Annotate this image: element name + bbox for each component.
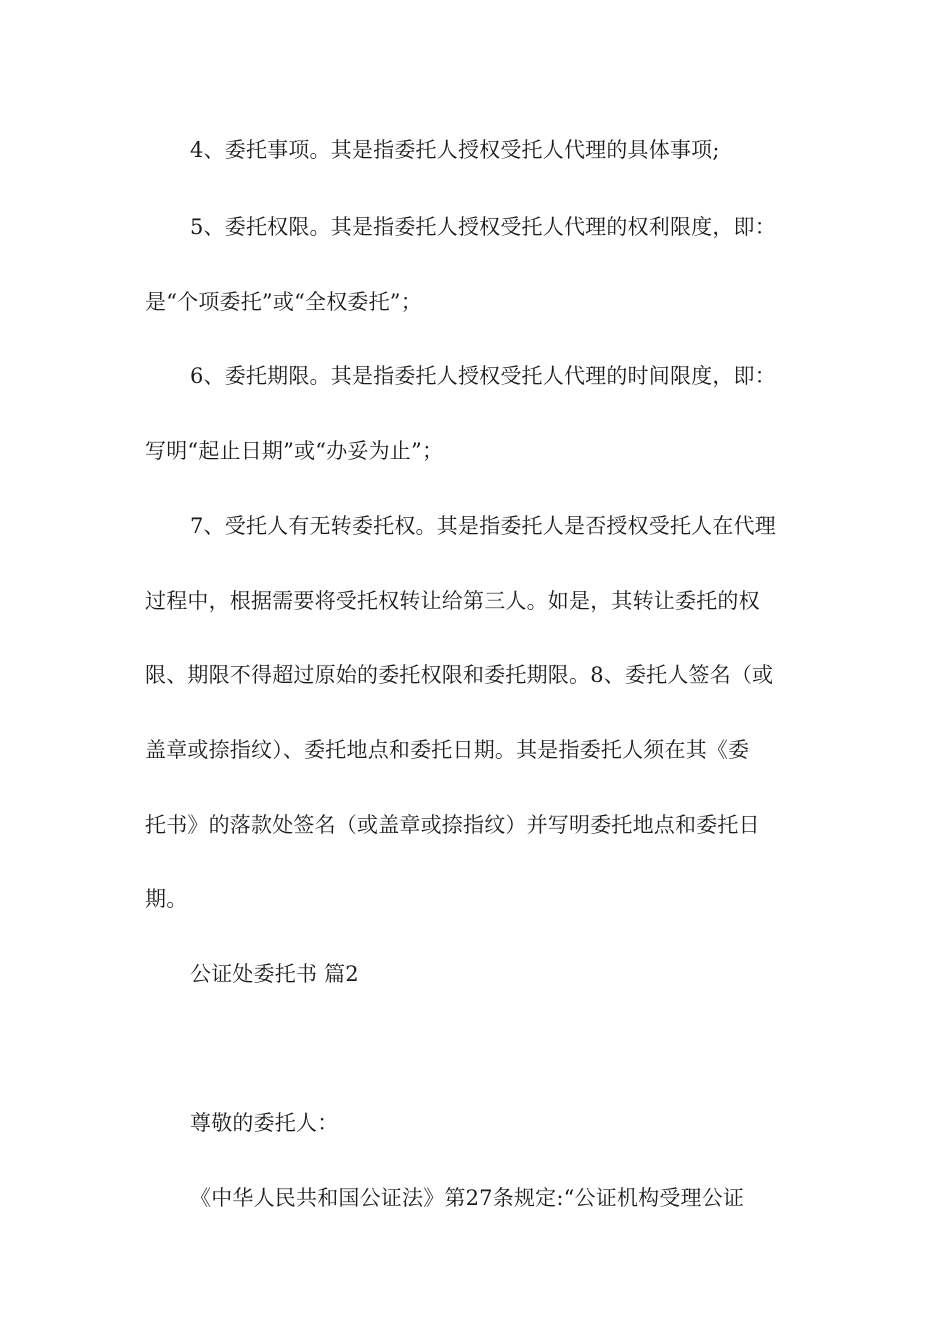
paragraph-item-4: 4、委托事项。其是指委托人授权受托人代理的具体事项;: [190, 138, 720, 162]
paragraph-item-8-line-3: 托书》的落款处签名（或盖章或捺指纹）并写明委托地点和委托日: [145, 813, 760, 837]
paragraph-item-7: 7、受托人有无转委托权。其是指委托人是否授权受托人在代理: [190, 514, 776, 538]
paragraph-notary-law: 《中华人民共和国公证法》第27条规定:“公证机构受理公证: [190, 1186, 745, 1210]
paragraph-item-6: 6、委托期限。其是指委托人授权受托人代理的时间限度，即：: [190, 364, 776, 388]
paragraph-item-6-continued: 写明“起止日期”或“办妥为止”；: [145, 439, 444, 463]
paragraph-item-7-line-3: 限、期限不得超过原始的委托权限和委托期限。8、委托人签名（或: [145, 663, 774, 687]
salutation: 尊敬的委托人：: [190, 1111, 339, 1135]
paragraph-item-7-line-2: 过程中，根据需要将受托权转让给第三人。如是，其转让委托的权: [145, 589, 760, 613]
section-heading: 公证处委托书 篇2: [190, 962, 359, 986]
paragraph-item-8-line-4: 期。: [145, 887, 188, 911]
paragraph-item-5: 5、委托权限。其是指委托人授权受托人代理的权利限度，即：: [190, 215, 776, 239]
paragraph-item-8-line-2: 盖章或捺指纹）、委托地点和委托日期。其是指委托人须在其《委: [145, 738, 750, 762]
paragraph-item-5-continued: 是“个项委托”或“全权委托”；: [145, 290, 422, 314]
